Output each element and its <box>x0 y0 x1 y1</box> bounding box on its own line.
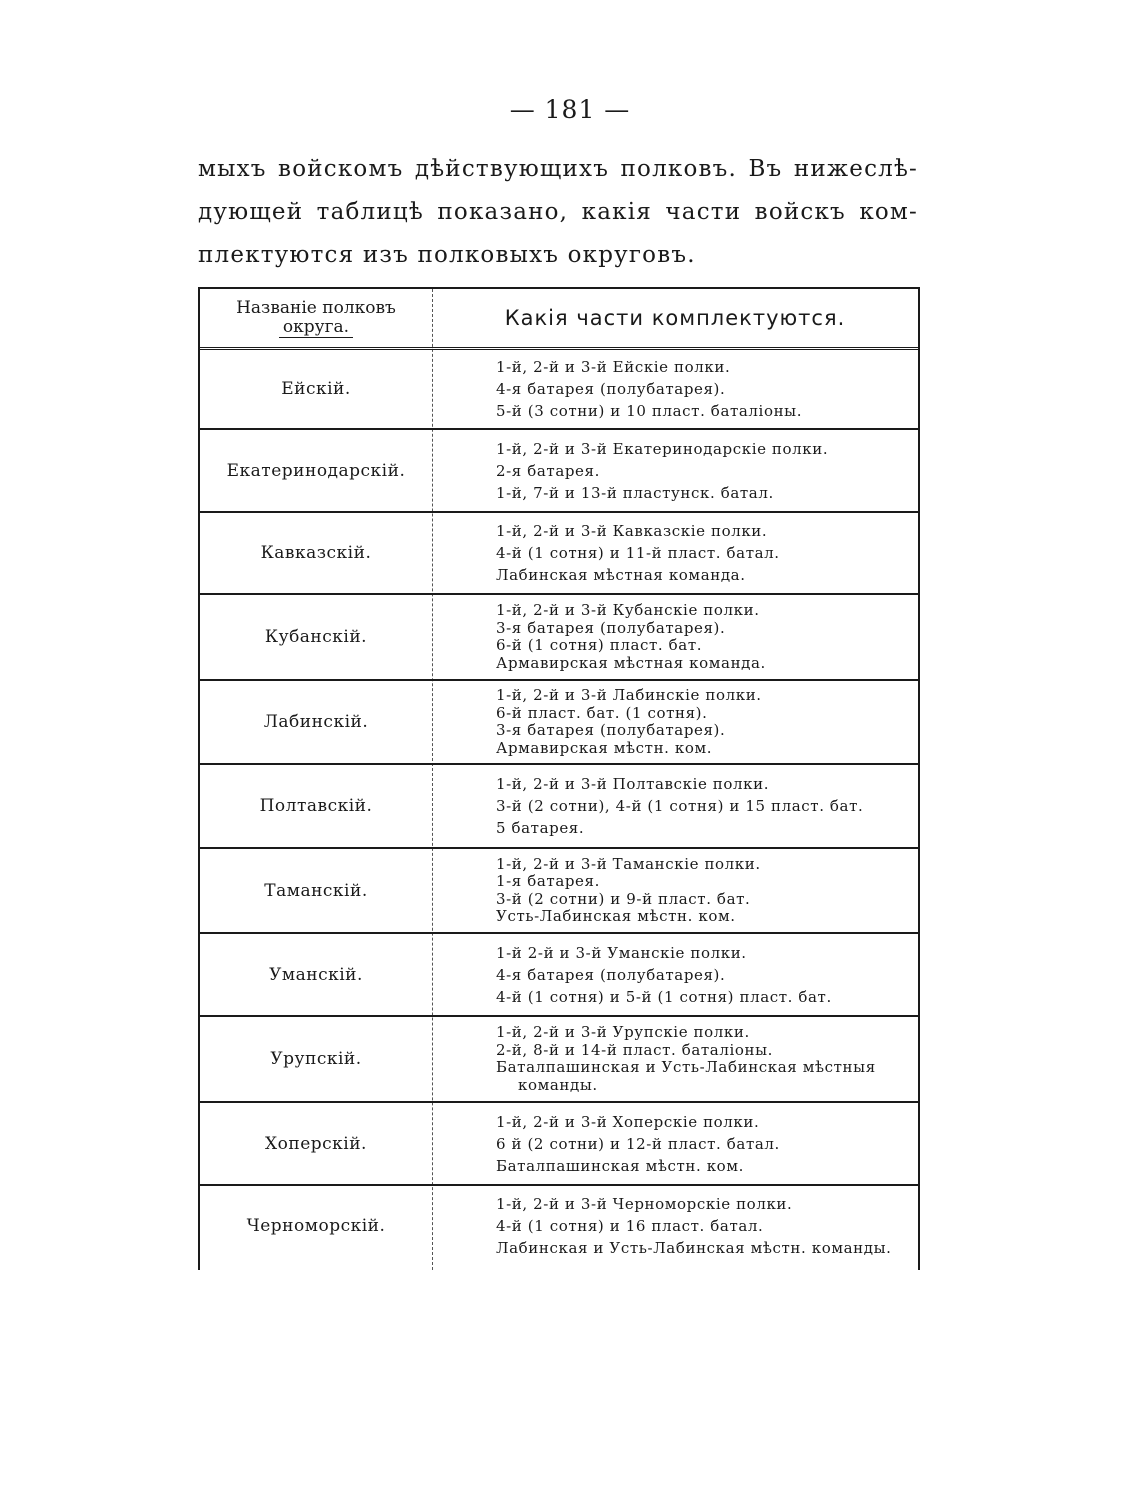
unit-line: 1-й, 2-й и 3-й Хоперскіе полки. <box>496 1112 760 1131</box>
units-cell <box>432 934 918 1015</box>
unit-line: 1-й, 2-й и 3-й Лабинскіе полки. <box>496 686 762 704</box>
header-units: Какія части комплектуются. <box>504 306 846 330</box>
unit-line: 4-й (1 сотня) и 16 пласт. батал. <box>496 1217 764 1235</box>
table-row <box>200 350 918 430</box>
district-name-cell: Урупскій. <box>270 1049 362 1069</box>
unit-line: 3-я батарея (полубатарея). <box>496 618 726 637</box>
table-row <box>200 595 918 681</box>
intro-line: дующей таблицѣ показано, какія части войскъ ком- <box>198 199 918 225</box>
unit-line: 1-й, 7-й и 13-й пластунск. батал. <box>496 483 774 502</box>
intro-paragraph <box>198 148 918 277</box>
table-row <box>200 513 918 595</box>
unit-line: 1-я батарея. <box>496 872 600 890</box>
table-row <box>200 934 918 1017</box>
unit-line: Армавирская мѣстная команда. <box>496 653 766 672</box>
unit-line: 4-я батарея (полубатарея). <box>496 380 726 398</box>
unit-line: 1-й, 2-й и 3-й Кавказскіе полки. <box>496 522 768 540</box>
district-name-cell: Кавказскій. <box>260 543 372 563</box>
unit-line: Баталпашинская мѣстн. ком. <box>496 1156 744 1175</box>
units-cell <box>432 513 918 593</box>
units-cell <box>432 595 918 679</box>
unit-line: 6-й (1 сотня) пласт. бат. <box>496 636 703 654</box>
district-name-cell: Кубанскій. <box>264 627 368 647</box>
units-cell <box>432 1017 918 1101</box>
district-name-cell: Таманскій. <box>264 880 368 901</box>
district-name-cell: Хоперскій. <box>265 1133 367 1154</box>
table-header <box>200 289 918 350</box>
unit-line: 6 й (2 сотни) и 12-й пласт. батал. <box>496 1134 780 1153</box>
unit-line: 4-й (1 сотня) и 5-й (1 сотня) пласт. бат. <box>496 987 832 1006</box>
unit-line: 1-й, 2-й и 3-й Таманскіе полки. <box>496 854 761 873</box>
table-row <box>200 430 918 513</box>
units-cell <box>432 765 918 847</box>
unit-line: 1-й, 2-й и 3-й Ейскіе полки. <box>496 358 731 376</box>
district-name-cell: Черноморскій. <box>246 1216 386 1236</box>
unit-line: команды. <box>518 1075 598 1094</box>
unit-line: 2-й, 8-й и 14-й пласт. баталіоны. <box>496 1040 773 1059</box>
unit-line: 1-й, 2-й и 3-й Екатеринодарскіе полки. <box>496 439 829 458</box>
table-body <box>200 350 918 1266</box>
units-cell <box>432 350 918 428</box>
unit-line: 1-й, 2-й и 3-й Кубанскіе полки. <box>496 601 760 619</box>
regiment-districts-table <box>198 287 920 1270</box>
header-district-name-line2: округа. <box>279 318 353 338</box>
table-row <box>200 1103 918 1186</box>
units-cell <box>432 681 918 763</box>
unit-line: Армавирская мѣстн. ком. <box>496 738 713 757</box>
unit-line: 1-й 2-й и 3-й Уманскіе полки. <box>496 943 747 962</box>
intro-line: мыхъ войскомъ дѣйствующихъ полковъ. Въ нижеслѣ- <box>198 156 918 182</box>
units-cell <box>432 430 918 511</box>
unit-line: 5-й (3 сотни) и 10 пласт. баталіоны. <box>496 402 803 420</box>
district-name-cell: Екатеринодарскій. <box>226 460 406 481</box>
unit-line: 4-й (1 сотня) и 11-й пласт. батал. <box>496 544 780 562</box>
units-cell <box>432 1103 918 1184</box>
unit-line: Лабинская и Усть-Лабинская мѣстн. команды. <box>496 1239 892 1257</box>
unit-line: Усть-Лабинская мѣстн. ком. <box>496 907 736 925</box>
unit-line: 1-й, 2-й и 3-й Урупскіе полки. <box>496 1023 750 1041</box>
unit-line: 3-й (2 сотни), 4-й (1 сотня) и 15 пласт. бат. <box>496 797 864 815</box>
unit-line: 3-й (2 сотни) и 9-й пласт. бат. <box>496 889 751 908</box>
table-row <box>200 681 918 765</box>
table-row <box>200 1186 918 1266</box>
unit-line: Баталпашинская и Усть-Лабинская мѣстныя <box>496 1058 876 1076</box>
unit-line: 6-й пласт. бат. (1 сотня). <box>496 703 708 722</box>
table-row <box>200 849 918 934</box>
district-name-cell: Ейскій. <box>281 379 351 399</box>
district-name-cell: Полтавскій. <box>259 796 373 816</box>
unit-line: 5 батарея. <box>496 819 585 837</box>
district-name-cell: Лабинскій. <box>263 712 369 732</box>
unit-line: Лабинская мѣстная команда. <box>496 566 746 584</box>
page-number: — 181 — <box>509 95 631 124</box>
header-district-name <box>200 289 432 347</box>
unit-line: 1-й, 2-й и 3-й Полтавскіе полки. <box>496 775 770 793</box>
table-row <box>200 1017 918 1103</box>
unit-line: 2-я батарея. <box>496 461 600 480</box>
table-row <box>200 765 918 849</box>
intro-line: плектуются изъ полковыхъ округовъ. <box>198 242 696 268</box>
header-district-name-line1: Названіе полковъ <box>236 297 396 318</box>
units-cell <box>432 849 918 932</box>
unit-line: 1-й, 2-й и 3-й Черноморскіе полки. <box>496 1195 793 1213</box>
district-name-cell: Уманскій. <box>269 964 363 985</box>
unit-line: 4-я батарея (полубатарея). <box>496 965 726 984</box>
units-cell <box>432 1186 918 1266</box>
unit-line: 3-я батарея (полубатарея). <box>496 721 726 739</box>
